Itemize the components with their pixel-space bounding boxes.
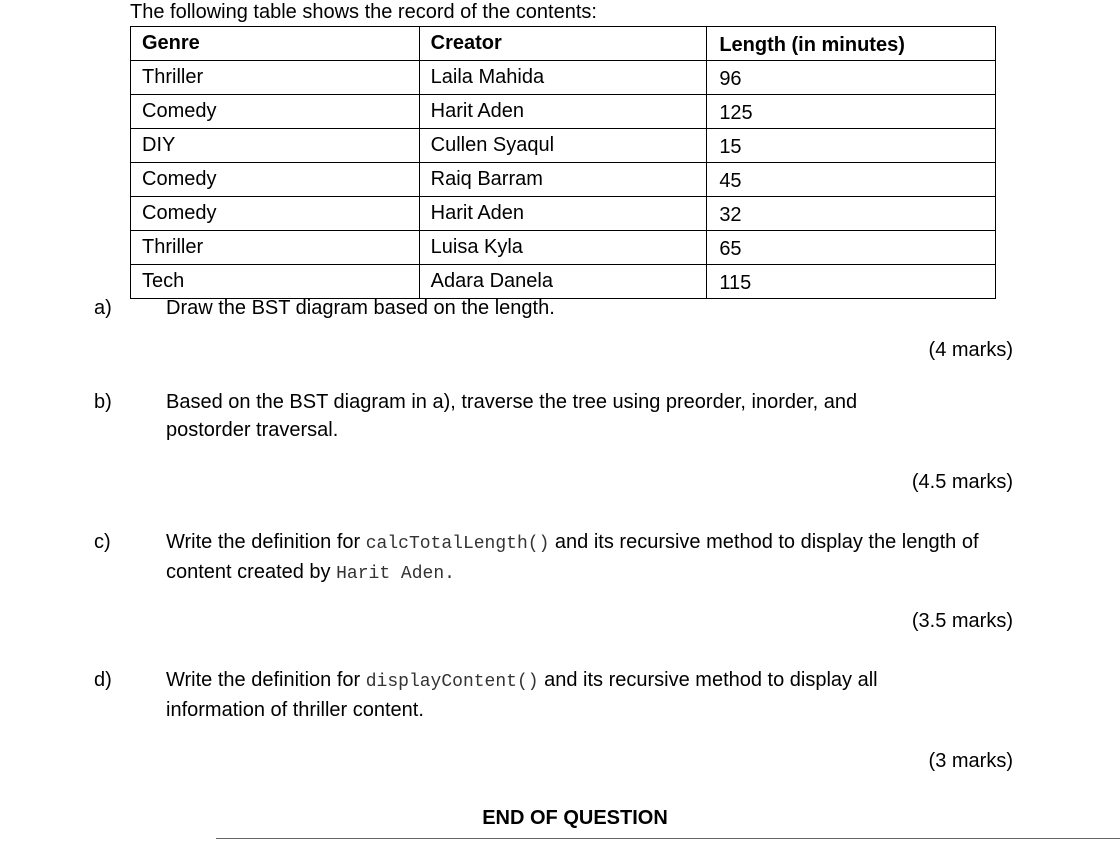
- cell-length: 45: [707, 163, 996, 197]
- table-row: [131, 231, 996, 265]
- cell-creator: Cullen Syaqul: [419, 129, 707, 163]
- question-text: Based on the BST diagram in a), traverse the tree using preorder, inorder, and postorder traversal.: [166, 391, 858, 441]
- table-row: [131, 129, 996, 163]
- cell-creator: Raiq Barram: [419, 163, 707, 197]
- cell-creator: Harit Aden: [419, 197, 707, 231]
- question-letter: b): [94, 391, 112, 413]
- code-method-name: displayContent(): [365, 672, 539, 692]
- footer-rule: [216, 838, 1120, 839]
- contents-table: [130, 26, 996, 299]
- cell-genre: Comedy: [131, 163, 420, 197]
- question-text-part: and its recursive method to display all information of thriller content.: [166, 669, 878, 721]
- header-length: Length (in minutes): [707, 27, 996, 61]
- cell-creator: Laila Mahida: [419, 61, 707, 95]
- code-creator-name: Harit Aden.: [336, 564, 455, 584]
- table-row: [131, 163, 996, 197]
- question-letter: d): [94, 669, 112, 691]
- cell-length: 96: [707, 61, 996, 95]
- table-row: [131, 197, 996, 231]
- cell-genre: Tech: [131, 265, 420, 299]
- cell-genre: DIY: [131, 129, 420, 163]
- question-letter: c): [94, 531, 111, 553]
- end-of-question: END OF QUESTION: [482, 807, 668, 829]
- cell-length: 65: [707, 231, 996, 265]
- cell-creator: Luisa Kyla: [419, 231, 707, 265]
- table-row: [131, 95, 996, 129]
- code-method-name: calcTotalLength(): [365, 534, 550, 554]
- cell-length: 115: [707, 265, 996, 299]
- question-text-part: Write the definition for: [166, 531, 366, 553]
- header-creator: Creator: [419, 27, 707, 61]
- header-genre: Genre: [131, 27, 420, 61]
- question-text: [166, 528, 986, 588]
- marks-c: (3.5 marks): [911, 610, 1013, 632]
- cell-length: 15: [707, 129, 996, 163]
- question-text-part: and its recursive method to display the length of content created by: [166, 531, 979, 583]
- marks-b: (4.5 marks): [911, 471, 1013, 493]
- cell-genre: Comedy: [131, 95, 420, 129]
- question-text: [166, 666, 976, 724]
- marks-d: (3 marks): [928, 750, 1013, 772]
- question-text: Draw the BST diagram based on the length.: [166, 297, 555, 319]
- cell-creator: Harit Aden: [419, 95, 707, 129]
- cell-length: 125: [707, 95, 996, 129]
- question-letter: a): [94, 297, 112, 319]
- cell-genre: Thriller: [131, 231, 420, 265]
- table-row: [131, 61, 996, 95]
- table-header-row: [131, 27, 996, 61]
- cell-genre: Comedy: [131, 197, 420, 231]
- cell-genre: Thriller: [131, 61, 420, 95]
- cell-length: 32: [707, 197, 996, 231]
- cell-creator: Adara Danela: [419, 265, 707, 299]
- intro-text: The following table shows the record of the contents:: [130, 1, 597, 23]
- question-text-part: Write the definition for: [166, 669, 366, 691]
- marks-a: (4 marks): [928, 339, 1013, 361]
